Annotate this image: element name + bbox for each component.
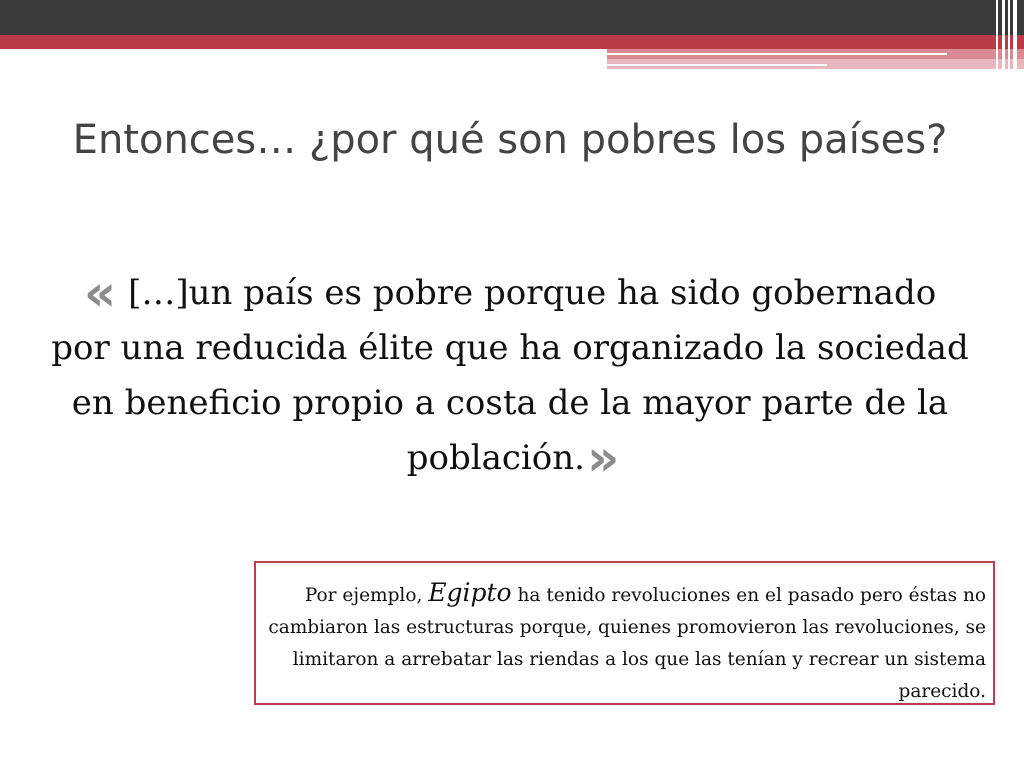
note-prefix: Por ejemplo, xyxy=(304,585,423,606)
decorative-line xyxy=(607,53,947,55)
example-note-box xyxy=(254,561,995,705)
slide-title: Entonces… ¿por qué son pobres los países? xyxy=(72,117,948,163)
close-quote-icon: » xyxy=(586,429,614,487)
note-suffix: ha tenido revoluciones en el pasado pero éstas no cambiaron las estructuras porque, quienes promovieron las revoluciones, se limitaron a arrebatar las riendas a los que las tenían y recrear un sistema parecido. xyxy=(268,585,986,702)
open-quote-icon: « xyxy=(83,264,111,322)
decorative-stripes xyxy=(992,0,1024,69)
top-dark-bar xyxy=(0,0,1024,35)
quote-block xyxy=(50,266,970,486)
quote-text: […]un país es pobre porque ha sido gobernado por una reducida élite que ha organizado la sociedad en beneficio propio a costa de la mayor parte de la población. xyxy=(51,273,969,478)
note-emphasis: Egipto xyxy=(428,578,512,607)
top-red-bar xyxy=(0,35,1024,49)
decorative-line xyxy=(607,64,827,66)
example-note-text xyxy=(266,577,986,708)
